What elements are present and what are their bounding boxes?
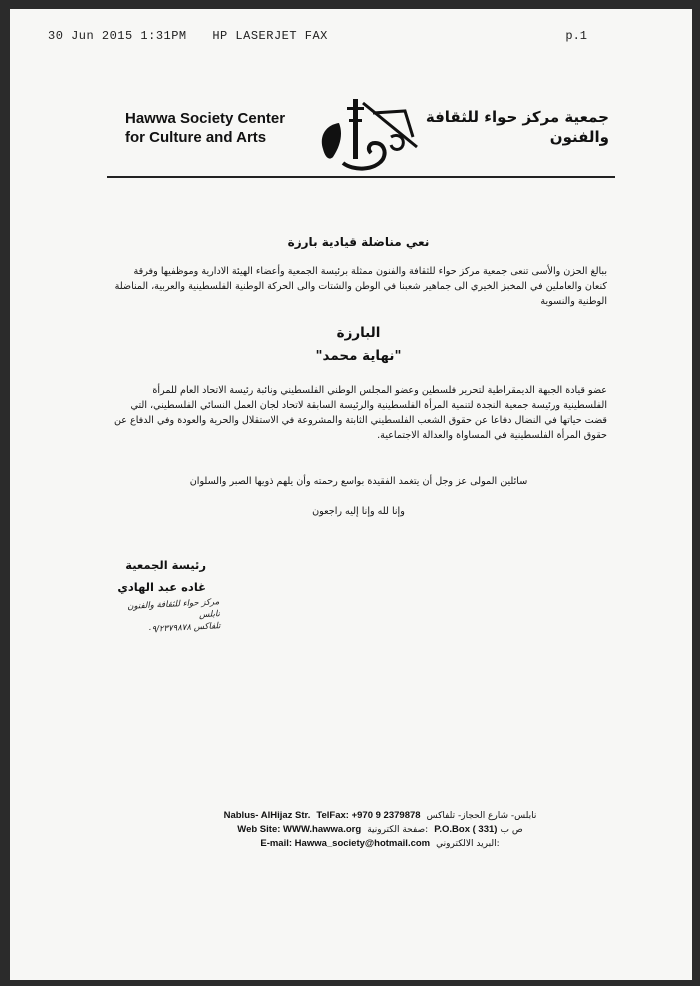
footer-website-row [180,823,580,837]
organization-stamp [109,596,221,638]
obituary-paragraph-1: ببالغ الحزن والأسى تنعى جمعية مركز حواء للثقافة والفنون ممثلة برئيسة الجمعية وأعضاء الهيئة الادارية وموظفيها وفرقة كنعان والعاملين في المخبز الخيري الى جماهير شعبنا في الوطن والشتات والى الحركة الوطنية الفلسطينية والعربية، المناضلة الوطنية والنسوية [114,266,607,307]
footer-email-row [180,837,580,851]
stamp-line-3: تلفاكس ٠٩/٢٣٧٩٨٧٨ [146,621,221,635]
fax-device: HP LASERJET FAX [212,29,328,43]
hawwa-logo-icon [313,97,423,175]
footer-website: Web Site: WWW.hawwa.org [237,824,362,835]
footer-website-ar: صفحة الكترونية: [367,825,429,835]
fax-page [10,9,692,980]
footer-address-en: Nablus- AlHijaz Str. [223,810,311,821]
letterhead-divider [107,176,615,178]
org-name-english-line2: for Culture and Arts [125,129,267,146]
footer-pobox-ar: ص ب [500,825,523,835]
footer-address-ar: نابلس- شارع الحجاز- تلفاكس [426,811,537,821]
closing-verse: وإنا لله وإنا إليه راجعون [312,506,405,517]
org-name-arabic-line1: جمعية مركز حواء للثقافة [425,108,609,126]
stamp-line-1: مركز حواء للثقافة والفنون [127,597,220,612]
stamp-line-2: نابلس [198,609,221,621]
org-name-english [125,109,285,147]
signatory-role: رئيسة الجمعية [125,558,206,572]
footer-address-row [180,809,580,823]
org-name-arabic-line2: والفنون [549,128,609,146]
signature-block [56,554,206,598]
signatory-name: غاده عبد الهادي [117,580,206,594]
org-name-arabic [426,107,609,147]
fax-datetime: 30 Jun 2015 1:31PM [48,29,187,43]
condolence-prayer: سائلين المولى عز وجل أن يتغمد الفقيدة بواسع رحمته وأن يلهم ذويها الصبر والسلوان [189,476,528,487]
footer-email-ar: البريد الالكتروني: [436,839,500,849]
footer-email: E-mail: Hawwa_society@hotmail.com [260,838,431,849]
obituary-title: نعي مناضلة قيادية بارزة [287,235,430,249]
footer-pobox: P.O.Box ( 331) [434,824,498,835]
deceased-name: "نهاية محمد" [315,348,402,364]
org-name-english-line1: Hawwa Society Center [125,110,286,127]
obituary-paragraph-2: عضو قيادة الجبهة الديمقراطية لتحرير فلسطين وعضو المجلس الوطني الفلسطيني ونائبة رئيسة الاتحاد العام للمرأة الفلسطينية ورئيسة جمعية النجدة لتنمية المرأة الفلسطينية والرئيسة السابقة لاتحاد لجان العمل النسائي الفلسطيني، التي قضت حياتها في النضال دفاعا عن حقوق الشعب الفلسطيني الثابتة والمشروعة في الاستقلال والحرية والعودة وفي الدفاع عن حقوق المرأة الفلسطينية في المساواة والعدالة الاجتماعية. [113,385,607,441]
footer-telfax: TelFax: +970 9 2379878 [316,810,421,821]
fax-header [48,29,592,43]
deceased-epithet: البارزة [336,325,381,341]
fax-page-number: p.1 [565,29,587,43]
contact-footer [180,809,580,851]
